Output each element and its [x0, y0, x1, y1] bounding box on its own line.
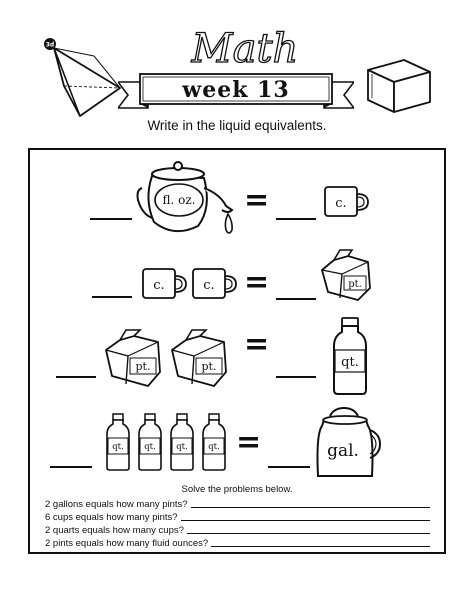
answer-blank-row3-left[interactable] — [56, 376, 96, 378]
answer-blank-row2-left[interactable] — [92, 296, 132, 298]
quart-label: qt. — [341, 355, 359, 370]
answer-blank-row2-right[interactable] — [276, 298, 316, 300]
week-label: week 13 — [182, 77, 290, 103]
answer-blank-row1-right[interactable] — [276, 218, 316, 220]
answer-blank-row4-left[interactable] — [50, 466, 92, 468]
quart-label: qt. — [144, 442, 156, 452]
equals-sign-row4: = — [236, 425, 262, 460]
pyramid-badge-text: 3d — [45, 41, 55, 49]
answer-blank-row1-left[interactable] — [90, 218, 132, 220]
pint-carton-icon — [318, 248, 374, 302]
quart-bottle-icon — [330, 316, 370, 396]
cup-icon — [190, 267, 238, 301]
cup-label: c. — [203, 278, 215, 293]
teapot-icon — [134, 160, 242, 242]
problem-question: 2 pints equals how many fluid ounces? — [45, 538, 209, 549]
cup-icon — [140, 267, 188, 301]
teapot-label: fl. oz. — [162, 193, 196, 207]
gallon-jug-icon — [310, 404, 382, 480]
cup-icon — [322, 185, 370, 219]
problem-answer-line[interactable] — [211, 546, 430, 547]
problem-item — [45, 510, 430, 523]
cup-label: c. — [153, 278, 165, 293]
pint-label: pt. — [348, 279, 362, 290]
problem-item — [45, 523, 430, 536]
answer-blank-row3-right[interactable] — [276, 376, 316, 378]
problem-answer-line[interactable] — [187, 533, 430, 534]
cup-label: c. — [335, 196, 347, 211]
math-title — [180, 18, 310, 74]
problem-question: 6 cups equals how many pints? — [45, 512, 178, 523]
quart-label: qt. — [112, 442, 124, 452]
problem-answer-line[interactable] — [181, 520, 430, 521]
pint-label: pt. — [135, 360, 151, 373]
quart-bottle-icon — [104, 412, 132, 472]
quart-bottle-icon — [136, 412, 164, 472]
problem-item — [45, 536, 430, 549]
equals-sign-row2: = — [244, 265, 270, 300]
pint-carton-icon — [102, 328, 166, 388]
week-banner — [118, 70, 354, 114]
pint-label: pt. — [201, 360, 217, 373]
pint-carton-icon — [168, 328, 232, 388]
cube-icon — [360, 52, 438, 118]
instruction-text: Write in the liquid equivalents. — [147, 118, 327, 133]
pyramid-icon — [40, 34, 130, 124]
problem-question: 2 gallons equals how many pints? — [45, 499, 188, 510]
equals-sign-row1: = — [244, 183, 270, 218]
quart-label: qt. — [208, 442, 220, 452]
problems-title: Solve the problems below. — [181, 484, 293, 495]
problem-question: 2 quarts equals how many cups? — [45, 525, 184, 536]
quart-bottle-icon — [200, 412, 228, 472]
equals-sign-row3: = — [244, 327, 270, 362]
problem-item — [45, 497, 430, 510]
gallon-label: gal. — [327, 441, 359, 461]
quart-label: qt. — [176, 442, 188, 452]
answer-blank-row4-right[interactable] — [268, 466, 310, 468]
quart-bottle-icon — [168, 412, 196, 472]
math-title-text: Math — [191, 26, 299, 72]
problem-answer-line[interactable] — [191, 507, 430, 508]
